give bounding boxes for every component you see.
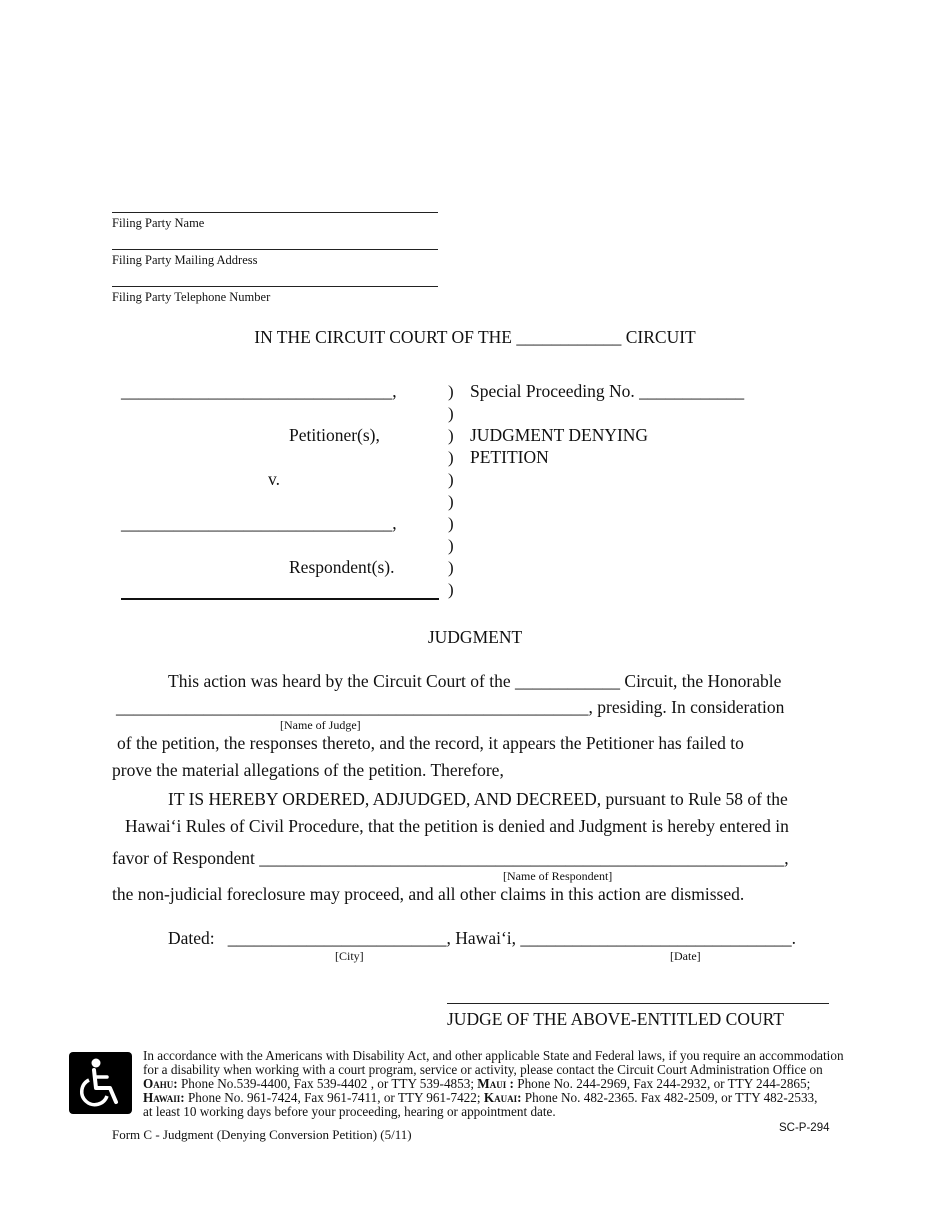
respondent-blank[interactable]: _______________________________, xyxy=(121,513,397,533)
paren: ) xyxy=(448,580,454,599)
paren: ) xyxy=(448,492,454,511)
paragraph2-line4: the non-judicial foreclosure may proceed, and all other claims in this action are dismissed. xyxy=(112,884,745,904)
paragraph2-line1: IT IS HEREBY ORDERED, ADJUDGED, AND DECREED, pursuant to Rule 58 of the xyxy=(168,789,788,809)
filing-address-line[interactable] xyxy=(112,249,438,250)
city-caption: [City] xyxy=(335,949,364,963)
respondent-caption: [Name of Respondent] xyxy=(503,869,613,883)
judge-caption: [Name of Judge] xyxy=(280,718,361,732)
paren: ) xyxy=(448,558,454,577)
paren: ) xyxy=(448,382,454,401)
notice-line1: In accordance with the Americans with Disability Act, and other applicable State and Federal laws, if you require an accommodation xyxy=(143,1048,844,1063)
filing-phone-label: Filing Party Telephone Number xyxy=(112,290,271,304)
court-title-right: CIRCUIT xyxy=(625,327,696,347)
paragraph1-line4: prove the material allegations of the petition. Therefore, xyxy=(112,760,504,780)
p1-presiding-text: , presiding. In consideration xyxy=(588,697,785,717)
paren: ) xyxy=(448,448,454,467)
notice-line2: for a disability when working with a court program, service or activity, please contact the Circuit Court Administration Office on xyxy=(143,1062,823,1077)
circuit-blank[interactable]: ____________ xyxy=(516,327,622,347)
respondent-name-blank[interactable]: ____________________________________________________________, xyxy=(259,848,789,868)
judge-name-blank[interactable]: ______________________________________________________ xyxy=(116,697,589,717)
judgment-heading: JUDGMENT xyxy=(427,627,523,647)
kauai-label: Kauai: xyxy=(483,1090,522,1105)
accessibility-notice xyxy=(143,1049,903,1119)
versus-label: v. xyxy=(268,469,280,489)
form-code: SC-P-294 xyxy=(779,1122,830,1134)
dated-line xyxy=(168,928,796,949)
p1-text-a: This action was heard by the Circuit Court of the xyxy=(168,671,511,691)
paragraph1-line2 xyxy=(116,697,784,718)
court-title xyxy=(0,327,950,348)
proceeding-number-blank[interactable]: ____________ xyxy=(639,381,745,401)
paragraph2-line2: Hawai‘i Rules of Civil Procedure, that the petition is denied and Judgment is hereby entered in xyxy=(125,816,789,836)
notice-line4 xyxy=(143,1091,903,1105)
special-proceeding xyxy=(470,381,744,402)
paragraph1-line1 xyxy=(168,671,781,692)
kauai-text: Phone No. 482-2365. Fax 482-2509, or TTY 482-2533, xyxy=(524,1090,818,1105)
hawaii-label: Hawaii: xyxy=(143,1090,185,1105)
oahu-text: Phone No.539-4400, Fax 539-4402 , or TTY 539-4853; xyxy=(180,1076,474,1091)
filing-name-line[interactable] xyxy=(112,212,438,213)
filing-phone-line[interactable] xyxy=(112,286,438,287)
maui-text: Phone No. 244-2969, Fax 244-2932, or TTY 244-2865; xyxy=(517,1076,811,1091)
paren: ) xyxy=(448,514,454,533)
document-title-line1: JUDGMENT DENYING xyxy=(470,425,649,445)
filing-address-label: Filing Party Mailing Address xyxy=(112,253,258,267)
petitioner-label: Petitioner(s), xyxy=(289,425,380,445)
filing-name-label: Filing Party Name xyxy=(112,216,205,230)
oahu-label: Oahu: xyxy=(143,1076,178,1091)
date-blank[interactable]: _______________________________. xyxy=(520,928,797,948)
maui-label: Maui : xyxy=(477,1076,514,1091)
favor-of-respondent-text: favor of Respondent xyxy=(112,848,255,868)
signature-label: JUDGE OF THE ABOVE-ENTITLED COURT xyxy=(447,1009,784,1029)
proceeding-label: Special Proceeding No. xyxy=(470,381,635,401)
paren: ) xyxy=(448,470,454,489)
hawaii-text: Phone No. 961-7424, Fax 961-7411, or TTY 961-7422; xyxy=(187,1090,481,1105)
paren: ) xyxy=(448,536,454,555)
circuit-name-blank[interactable]: ____________ xyxy=(515,671,621,691)
petitioner-blank[interactable]: _______________________________, xyxy=(121,381,397,401)
respondent-label: Respondent(s). xyxy=(289,557,395,577)
state-label: , Hawai‘i, xyxy=(446,928,517,948)
court-title-left: IN THE CIRCUIT COURT OF THE xyxy=(254,327,512,347)
notice-line5: at least 10 working days before your proceeding, hearing or appointment date. xyxy=(143,1104,556,1119)
date-caption: [Date] xyxy=(670,949,701,963)
dated-label: Dated: xyxy=(168,928,215,948)
city-blank[interactable]: _________________________ xyxy=(227,928,447,948)
paren: ) xyxy=(448,404,454,423)
form-label: Form C - Judgment (Denying Conversion Petition) (5/11) xyxy=(112,1127,412,1142)
notice-line3 xyxy=(143,1077,903,1091)
signature-line[interactable] xyxy=(447,1003,829,1004)
paragraph2-line3 xyxy=(112,848,789,869)
p1-text-b: Circuit, the Honorable xyxy=(624,671,782,691)
document-title-line2: PETITION xyxy=(470,447,549,467)
caption-underline xyxy=(121,598,439,600)
paragraph1-line3: of the petition, the responses thereto, and the record, it appears the Petitioner has failed to xyxy=(117,733,744,753)
paren: ) xyxy=(448,426,454,445)
wheelchair-icon xyxy=(69,1052,132,1114)
